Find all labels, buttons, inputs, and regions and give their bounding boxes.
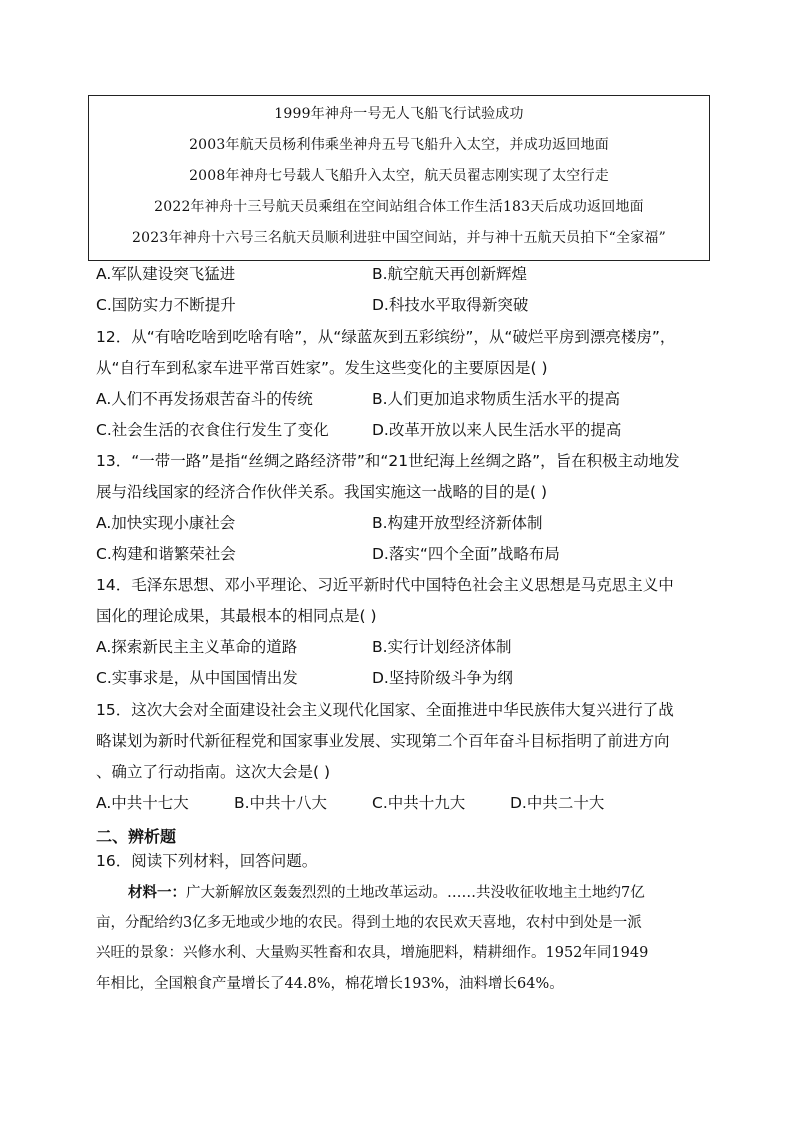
timeline-line: 2003年航天员杨利伟乘坐神舟五号飞船升入太空，并成功返回地面 [189,137,609,153]
timeline-line: 2022年神舟十三号航天员乘组在空间站组合体工作生活183天后成功返回地面 [154,199,644,215]
q16-stem: 16．阅读下列材料，回答问题。 [96,852,318,870]
q15-option-a: A.中共十七大 [96,794,189,812]
q12-option-a: A.人们不再发扬艰苦奋斗的传统 [96,390,313,408]
q13-option-c: C.构建和谐繁荣社会 [96,545,236,563]
material1-line-2: 亩，分配给约3亿多无地或少地的农民。得到土地的农民欢天喜地，农村中到处是一派 [96,915,642,931]
q13-option-b: B.构建开放型经济新体制 [372,514,543,532]
q13-option-d: D.落实“四个全面”战略布局 [372,545,560,563]
timeline-line: 2008年神舟七号载人飞船升入太空，航天员翟志刚实现了太空行走 [189,168,609,184]
q14-option-c: C.实事求是，从中国国情出发 [96,669,298,687]
q14-option-d: D.坚持阶级斗争为纲 [372,669,513,687]
q11-option-c: C.国防实力不断提升 [96,296,236,314]
q13-option-a: A.加快实现小康社会 [96,514,236,532]
q11-option-b: B.航空航天再创新辉煌 [372,265,528,283]
q15-option-b: B.中共十八大 [234,794,328,812]
material1-line-4: 年相比，全国粮食产量增长了44.8%，棉花增长193%，油料增长64%。 [96,976,564,992]
q11-option-d: D.科技水平取得新突破 [372,296,529,314]
q12-option-b: B.人们更加追求物质生活水平的提高 [372,390,621,408]
q12-option-d: D.改革开放以来人民生活水平的提高 [372,421,622,439]
q15-stem-line-3: 、确立了行动指南。这次大会是( ) [96,763,331,781]
material1-label: 材料一： [128,884,186,901]
q13-stem-line-2: 展与沿线国家的经济合作伙伴关系。我国实施这一战略的目的是( ) [96,483,548,501]
section-title: 二、辨析题 [96,827,177,846]
material1-text: 广大新解放区轰轰烈烈的土地改革运动。……共没收征收地主土地约7亿 [186,885,645,901]
q12-stem-line-2: 从“自行车到私家车进平常百姓家”。发生这些变化的主要原因是( ) [96,359,548,377]
material1-line-1 [128,883,645,903]
material1-line-3: 兴旺的景象：兴修水利、大量购买牲畜和农具，增施肥料，精耕细作。1952年同1949 [96,945,649,961]
q15-option-c: C.中共十九大 [372,794,466,812]
timeline-line: 2023年神舟十六号三名航天员顺利进驻中国空间站，并与神十五航天员拍下“全家福” [132,230,666,246]
q14-stem-line-2: 国化的理论成果，其最根本的相同点是( ) [96,607,377,625]
q11-option-a: A.军队建设突飞猛进 [96,265,236,283]
q15-stem-line-2: 略谋划为新时代新征程党和国家事业发展、实现第二个百年奋斗目标指明了前进方向 [96,732,670,750]
timeline-line: 1999年神舟一号无人飞船飞行试验成功 [274,106,524,122]
q12-option-c: C.社会生活的衣食住行发生了变化 [96,421,329,439]
q15-stem-line-1: 15．这次大会对全面建设社会主义现代化国家、全面推进中华民族伟大复兴进行了战 [96,701,674,719]
q15-option-d: D.中共二十大 [510,794,605,812]
timeline-box [88,95,710,261]
q12-stem-line-1: 12．从“有啥吃啥到吃啥有啥”，从“绿蓝灰到五彩缤纷”，从“破烂平房到漂亮楼房”， [96,328,676,346]
q13-stem-line-1: 13．“一带一路”是指“丝绸之路经济带”和“21世纪海上丝绸之路”，旨在积极主动地发 [96,452,680,470]
q14-option-a: A.探索新民主主义革命的道路 [96,638,298,656]
q14-option-b: B.实行计划经济体制 [372,638,512,656]
q14-stem-line-1: 14．毛泽东思想、邓小平理论、习近平新时代中国特色社会主义思想是马克思主义中 [96,576,674,594]
